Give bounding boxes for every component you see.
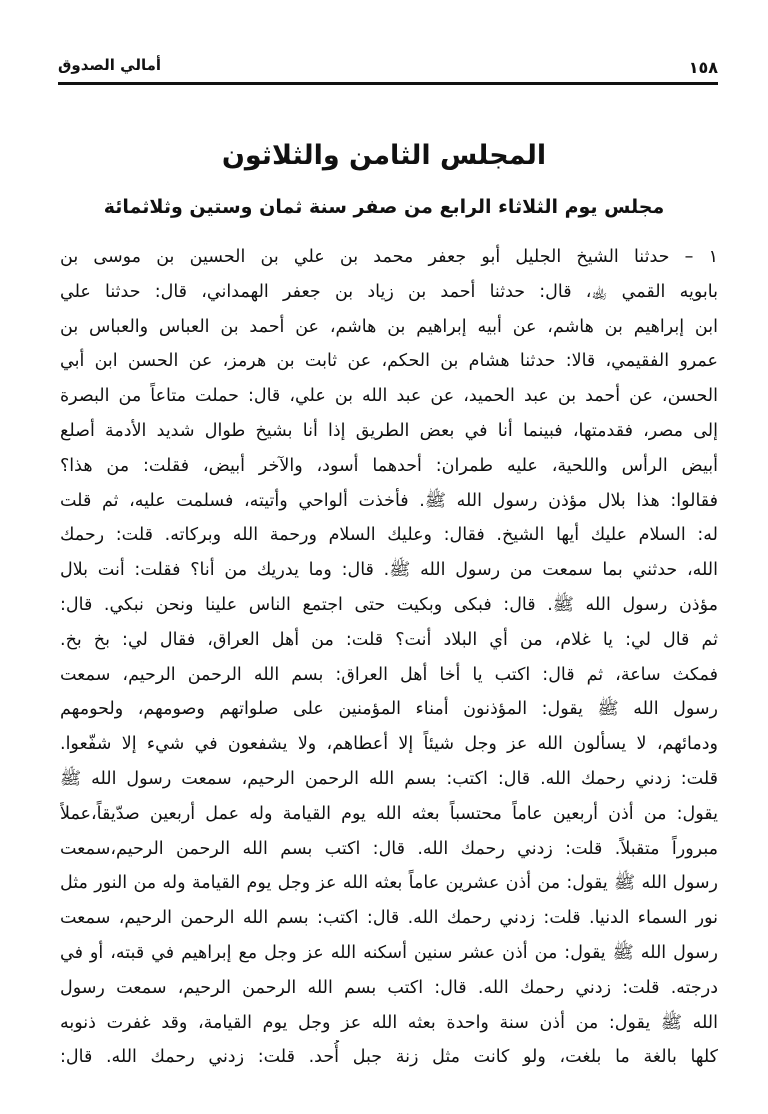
body-line: الحسن، عن أحمد بن عبد الحميد، عن عبد الله بن علي، قال: حملت متاعاً من البصرة bbox=[60, 386, 718, 407]
body-line: فقالوا: هذا بلال مؤذن رسول الله ﷺ. فأخذت ألواحي وأتيته، فسلمت عليه، ثم قلت bbox=[60, 490, 718, 511]
body-line: عمرو الفقيمي، قالا: حدثنا هشام بن الحكم، عن ثابت بن هرمز، عن الحسن ابن أبي bbox=[60, 351, 718, 372]
body-line: مبروراً متقبلاً. قلت: زدني رحمك الله. قال: اكتب بسم الله الرحمن الرحيم،سمعت bbox=[60, 838, 718, 859]
body-line: رسول الله ﷺ يقول: من أذن عشرين عاماً بعثه الله عز وجل يوم القيامة وله من النور مثل bbox=[60, 873, 718, 894]
chapter-title: المجلس الثامن والثلاثون bbox=[221, 140, 547, 171]
body-line: درجته. قلت: زدني رحمك الله. قال: اكتب بسم الله الرحمن الرحيم، سمعت رسول bbox=[60, 977, 718, 998]
body-line: مؤذن رسول الله ﷺ. قال: فبكى وبكيت حتى اجتمع الناس علينا ونحن نبكي. قال: bbox=[60, 594, 718, 615]
body-line: قلت: زدني رحمك الله. قال: اكتب: بسم الله الرحمن الرحيم، سمعت رسول الله ﷺ bbox=[60, 768, 718, 789]
body-line: بابويه القمي ﵀، قال: حدثنا أحمد بن زياد بن جعفر الهمداني، قال: حدثنا علي bbox=[60, 281, 718, 302]
body-line: الله ﷺ يقول: من أذن سنة واحدة بعثه الله عز وجل يوم القيامة، وقد غفرت ذنوبه bbox=[60, 1012, 718, 1033]
body-line: نور السماء الدنيا. قلت: زدني رحمك الله. قال: اكتب: بسم الله الرحمن الرحيم، سمعت bbox=[60, 908, 718, 929]
book-title: أمالي الصدوق bbox=[58, 56, 162, 74]
body-line: ثم قال لي: يا غلام، من أي البلاد أنت؟ قلت: من أهل العراق، فقال لي: بخ بخ. bbox=[60, 629, 718, 650]
running-header bbox=[44, 56, 718, 86]
body-text bbox=[60, 240, 718, 1075]
body-line: كلها بالغة ما بلغت، ولو كانت مثل زنة جبل أُحد. قلت: زدني رحمك الله. قال: bbox=[60, 1047, 718, 1068]
body-line: رسول الله ﷺ يقول: من أذن عشر سنين أسكنه الله عز وجل مع إبراهيم في قبته، أو في bbox=[60, 942, 718, 963]
body-line: له: السلام عليك أيها الشيخ. فقال: وعليك السلام ورحمة الله وبركاته. قلت: رحمك bbox=[60, 525, 718, 546]
body-line: رسول الله ﷺ يقول: المؤذنون أمناء المؤمنين على صلواتهم وصومهم، ولحومهم bbox=[60, 699, 718, 720]
body-line: أبيض الرأس واللحية، عليه طمران: أحدهما أسود، والآخر أبيض، فقلت: من هذا؟ bbox=[60, 455, 718, 476]
header-rule bbox=[58, 82, 718, 85]
body-line: ١ – حدثنا الشيخ الجليل أبو جعفر محمد بن علي بن الحسين بن موسى بن bbox=[60, 247, 718, 267]
body-line: الله، حدثني بما سمعت من رسول الله ﷺ. قال: وما يدريك من أنا؟ فقلت: أنت بلال bbox=[60, 560, 718, 581]
page-number: ١٥٨ bbox=[688, 58, 718, 77]
body-line: يقول: من أذن أربعين عاماً محتسباً بعثه الله يوم القيامة وله عمل أربعين صدّيقاً،عملاً bbox=[60, 803, 718, 824]
body-line: ابن إبراهيم بن هاشم، عن أبيه إبراهيم بن هاشم، عن أحمد بن العباس والعباس بن bbox=[60, 316, 718, 337]
session-subtitle: مجلس يوم الثلاثاء الرابع من صفر سنة ثمان وستين وثلاثمائة bbox=[103, 196, 665, 218]
body-line: إلى مصر، فقدمتها، فبينما أنا في بعض الطريق إذا أنا بشيخ طوال شديد الأدمة أصلع bbox=[60, 420, 718, 441]
body-line: ودمائهم، لا يسألون الله عز وجل شيئاً إلا أعطاهم، ولا يشفعون في شيء إلا شفّعوا. bbox=[60, 734, 718, 755]
body-line: فمكث ساعة، ثم قال: اكتب يا أخا أهل العراق: بسم الله الرحمن الرحيم، سمعت bbox=[60, 664, 718, 685]
